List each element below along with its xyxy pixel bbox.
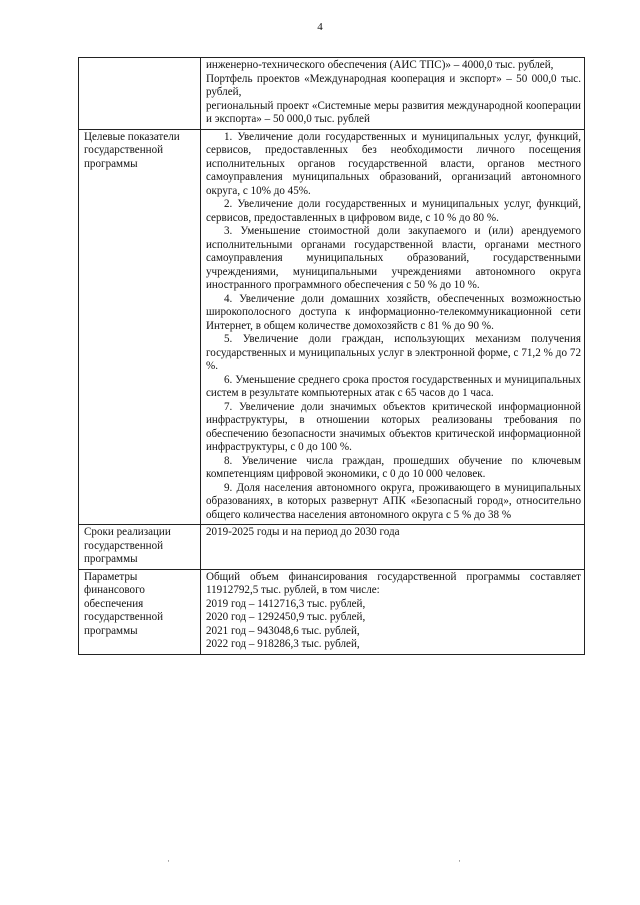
paragraph: 2019-2025 годы и на период до 2030 года (206, 526, 400, 538)
indicator-item: 1. Увеличение доли государственных и муниципальных услуг, функций, сервисов, предоставленных без необходимости личного посещения исполнительных органов государственной власти, органов местного самоуправления муниципальных образований, организаций автономного округа, с 10% до 45%. (206, 130, 581, 197)
paragraph: Общий объем финансирования государственной программы составляет 11912792,5 тыс. рублей, в том числе: (206, 570, 581, 596)
paragraph: инженерно-технического обеспечения (АИС ТПС)» – 4000,0 тыс. рублей, (206, 59, 554, 71)
page-number: 4 (317, 21, 323, 33)
table-row-financing (79, 569, 585, 654)
table-row-funding-continuation (79, 58, 585, 130)
scan-speck: · (458, 856, 461, 866)
indicator-item: 8. Увеличение числа граждан, прошедших обучение по ключевым компетенциям цифровой экономики, с 0 до 10 000 человек. (206, 454, 581, 480)
indicator-item: 9. Доля населения автономного округа, проживающего в муниципальных образованиях, в которых развернут АПК «Безопасный город», относительно общего количества населения автономного округа с 5 % до 38 % (206, 481, 581, 521)
scan-speck: · (167, 856, 170, 866)
paragraph: 2021 год – 943048,6 тыс. рублей, (206, 624, 360, 637)
indicator-item: 6. Уменьшение среднего срока простоя государственных и муниципальных систем в результате компьютерных атак с 65 часов до 1 часа. (206, 373, 581, 399)
indicator-item: 7. Увеличение доли значимых объектов критической информационной инфраструктуры, в отношении которых реализованы требования по обеспечению безопасности значимых объектов критической информационной инфраструктуры, с 0 до 100 %. (206, 400, 581, 453)
row-value (201, 129, 585, 525)
paragraph: Портфель проектов «Международная кооперация и экспорт» – 50 000,0 тыс. рублей, (206, 72, 581, 98)
row-value (201, 58, 585, 130)
indicator-item: 5. Увеличение доли граждан, использующих механизм получения государственных и муниципальных услуг в электронной форме, с 71,2 % до 72 %. (206, 333, 581, 372)
paragraph: 2020 год – 1292450,9 тыс. рублей, (206, 611, 366, 623)
row-label: Сроки реализации государственной программы (79, 525, 201, 570)
indicator-item: 3. Уменьшение стоимостной доли закупаемого и (или) арендуемого исполнительными органами государственной власти, органами местного самоуправления муниципальных образований, государственными учреждениями, муниципальными учреждениями автономного округа иностранного программного обеспечения с 50 % до 10 %. (206, 225, 581, 291)
paragraph: 2019 год – 1412716,3 тыс. рублей, (206, 597, 366, 610)
indicator-item: 4. Увеличение доли домашних хозяйств, обеспеченных возможностью широкополосного доступа к информационно-телекоммуникационной сети Интернет, в общем количестве домохозяйств с 81 % до 90 %. (206, 292, 581, 332)
program-passport-table (78, 57, 585, 655)
indicator-item: 2. Увеличение доли государственных и муниципальных услуг, функций, сервисов, предоставленных в цифровом виде, с 10 % до 80 %. (206, 198, 581, 224)
paragraph: 2022 год – 918286,3 тыс. рублей, (206, 638, 360, 650)
paragraph: региональный проект «Системные меры развития международной кооперации и экспорта» – 50 000,0 тыс. рублей (206, 99, 581, 125)
row-label (79, 58, 201, 130)
table-row-timeframe (79, 525, 585, 570)
row-value (201, 525, 585, 570)
row-label: Целевые показатели государственной программы (79, 129, 201, 525)
table-row-target-indicators (79, 129, 585, 525)
row-label: Параметры финансового обеспечения государственной программы (79, 569, 201, 654)
row-value (201, 569, 585, 654)
